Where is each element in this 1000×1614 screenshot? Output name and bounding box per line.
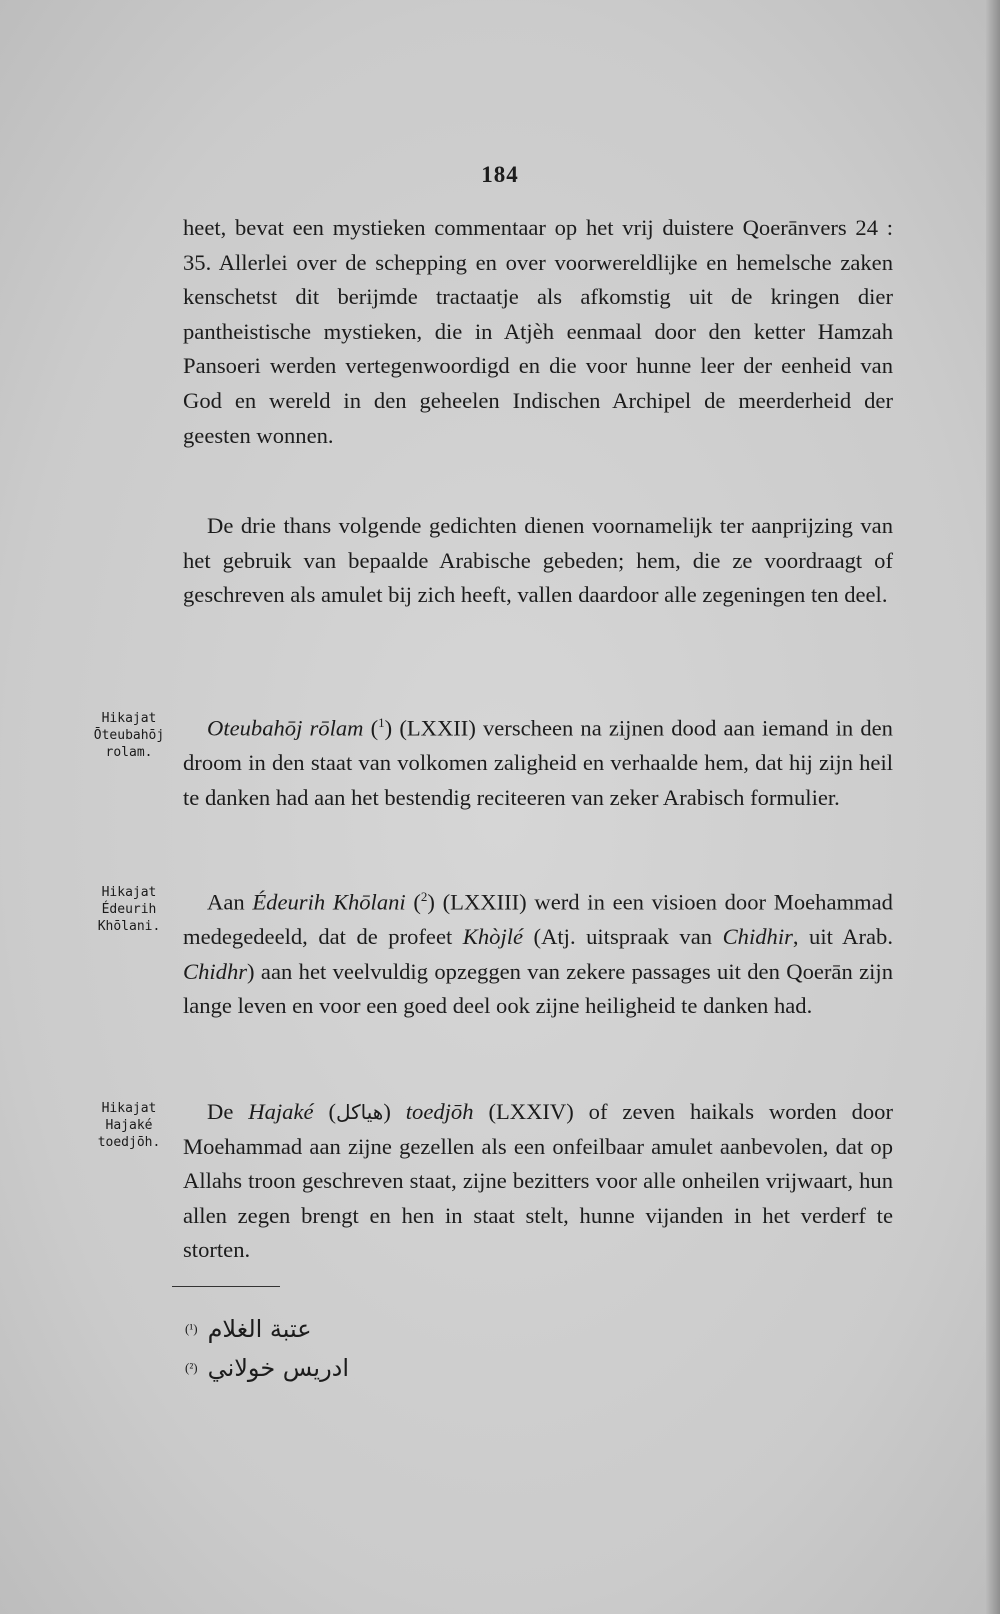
footnote-ref-1: 1	[378, 715, 385, 730]
footnote-2	[185, 1352, 349, 1384]
paragraph-3-block	[183, 706, 893, 815]
margin-note-line: Ōteubahōj	[93, 728, 165, 743]
footnote-1-arabic: عتبة الغلام	[207, 1315, 312, 1343]
paragraph-5-lead: De	[207, 1099, 234, 1124]
margin-note-line: Hikajat	[101, 1101, 157, 1116]
name-chidhir: Chidhir	[722, 924, 793, 950]
paragraph-3-text: (LXXII) verscheen na zijnen dood aan iemand in den droom in den staat van volkomen zaligheid en verhaalde hem, dat hij zijn heil te danken had aan het bestendig reciteeren van zeker Arabisch formulier.	[183, 715, 893, 810]
margin-note-1	[78, 710, 180, 761]
margin-note-line: rolam.	[105, 745, 153, 760]
paragraph-5-block	[183, 1095, 893, 1268]
margin-note-line: Édeurih	[101, 902, 157, 917]
paragraph-4-text-a: (LXXIII) werd in een visioen door Moehammad medegedeeld, dat de profeet	[183, 889, 893, 950]
name-chidhr: Chidhr	[183, 958, 248, 984]
arabic-haikal: هياكل	[335, 1100, 384, 1124]
paragraph-4-text-d: ) aan het veelvuldig opzeggen van zekere passages uit den Qoerān zijn lange leven en voor een goed deel ook zijne heiligheid te danken had.	[183, 958, 893, 1019]
poem-title-toedjoh: toedjōh	[405, 1099, 474, 1124]
paragraph-4: Aan Édeurih Khōlani ($^2$) (LXXIII) werd in een visioen door Moehammad medegedeeld, dat de profeet Khòjlé (Atj. uitspraak van Chidhir, uit Arab. Chidhr) aan het veelvuldig opzeggen van zekere passages uit den Qoerān zijn lange leven en voor een goed deel ook zijne heiligheid te danken had.	[183, 889, 893, 1019]
footnote-ref-2: 2	[420, 889, 428, 904]
paragraph-4-text-c: , uit Arab.	[792, 924, 893, 950]
poem-title-hajake: Hajaké	[248, 1099, 314, 1124]
paragraph-5-text: (LXXIV) of zeven haikals worden door Moehammad aan zijne gezellen als een onfeilbaar amulet aanbevolen, dat op Allahs troon geschreven staat, zijne bezitters voor alle onheilen vrijwaart, hun allen zegen brengt en hen in staat stelt, hunne vijanden in het verderf te storten.	[183, 1099, 893, 1263]
paragraph-1-block	[183, 211, 893, 453]
paragraph-4-block	[183, 880, 893, 1024]
footnote-1-mark: (¹)	[185, 1321, 198, 1336]
paragraph-1: heet, bevat een mystieken commentaar op het vrij duistere Qoerānvers 24 : 35. Allerlei over de schepping en over voorwereldlijke en hemelsche zaken kenschetst dit berijmde tractaatje als afkomstig uit de kringen dier pantheistische mystieken, die in Atjèh eenmaal door den ketter Hamzah Pansoeri werden vertegenwoordigd en die voor hunne leer der eenheid van God en wereld in den geheelen Indischen Archipel de meerderheid der geesten wonnen.	[183, 215, 893, 448]
footnote-2-arabic: ادريس خولاني	[207, 1354, 350, 1382]
margin-note-line: Hikajat	[101, 711, 157, 726]
margin-note-line: Hikajat	[101, 885, 157, 900]
poem-title-edeurih: Édeurih Khōlani	[252, 889, 406, 915]
paragraph-4-text-b: (Atj. uitspraak van	[533, 924, 713, 950]
paragraph-4-lead: Aan	[207, 889, 245, 915]
paragraph-5: De Hajaké (هياكل) toedjōh (LXXIV) of zeven haikals worden door Moehammad aan zijne gezellen als een onfeilbaar amulet aanbevolen, dat op Allahs troon geschreven staat, zijne bezitters voor alle onheilen vrijwaart, hun allen zegen brengt en hen in staat stelt, hunne vijanden in het verderf te storten.	[183, 1099, 893, 1263]
paragraph-2-block	[183, 509, 893, 613]
paragraph-3: Oteubahōj rōlam ($^1$) (LXXII) verscheen na zijnen dood aan iemand in den droom in den staat van volkomen zaligheid en verhaalde hem, dat hij zijn heil te danken had aan het bestendig reciteeren van zeker Arabisch formulier.	[183, 715, 893, 810]
margin-note-3	[78, 1100, 180, 1151]
footnote-1	[185, 1313, 312, 1345]
footnote-divider	[172, 1286, 280, 1287]
paragraph-2: De drie thans volgende gedichten dienen voornamelijk ter aanprijzing van het gebruik van bepaalde Arabische gebeden; hem, die ze voordraagt of geschreven als amulet bij zich heeft, vallen daardoor alle zegeningen ten deel.	[183, 513, 893, 608]
poem-title-oteubahoj: Oteubahōj rōlam	[207, 715, 364, 741]
page-edge-shadow	[986, 0, 1000, 1614]
page-number: 184	[481, 162, 519, 187]
margin-note-line: toedjōh.	[97, 1135, 161, 1150]
margin-note-line: Khōlani.	[97, 919, 161, 934]
name-khojle: Khòjlé	[462, 924, 524, 950]
margin-note-2	[78, 884, 180, 935]
margin-note-line: Hajaké	[105, 1118, 153, 1133]
footnote-2-mark: (²)	[185, 1360, 198, 1375]
